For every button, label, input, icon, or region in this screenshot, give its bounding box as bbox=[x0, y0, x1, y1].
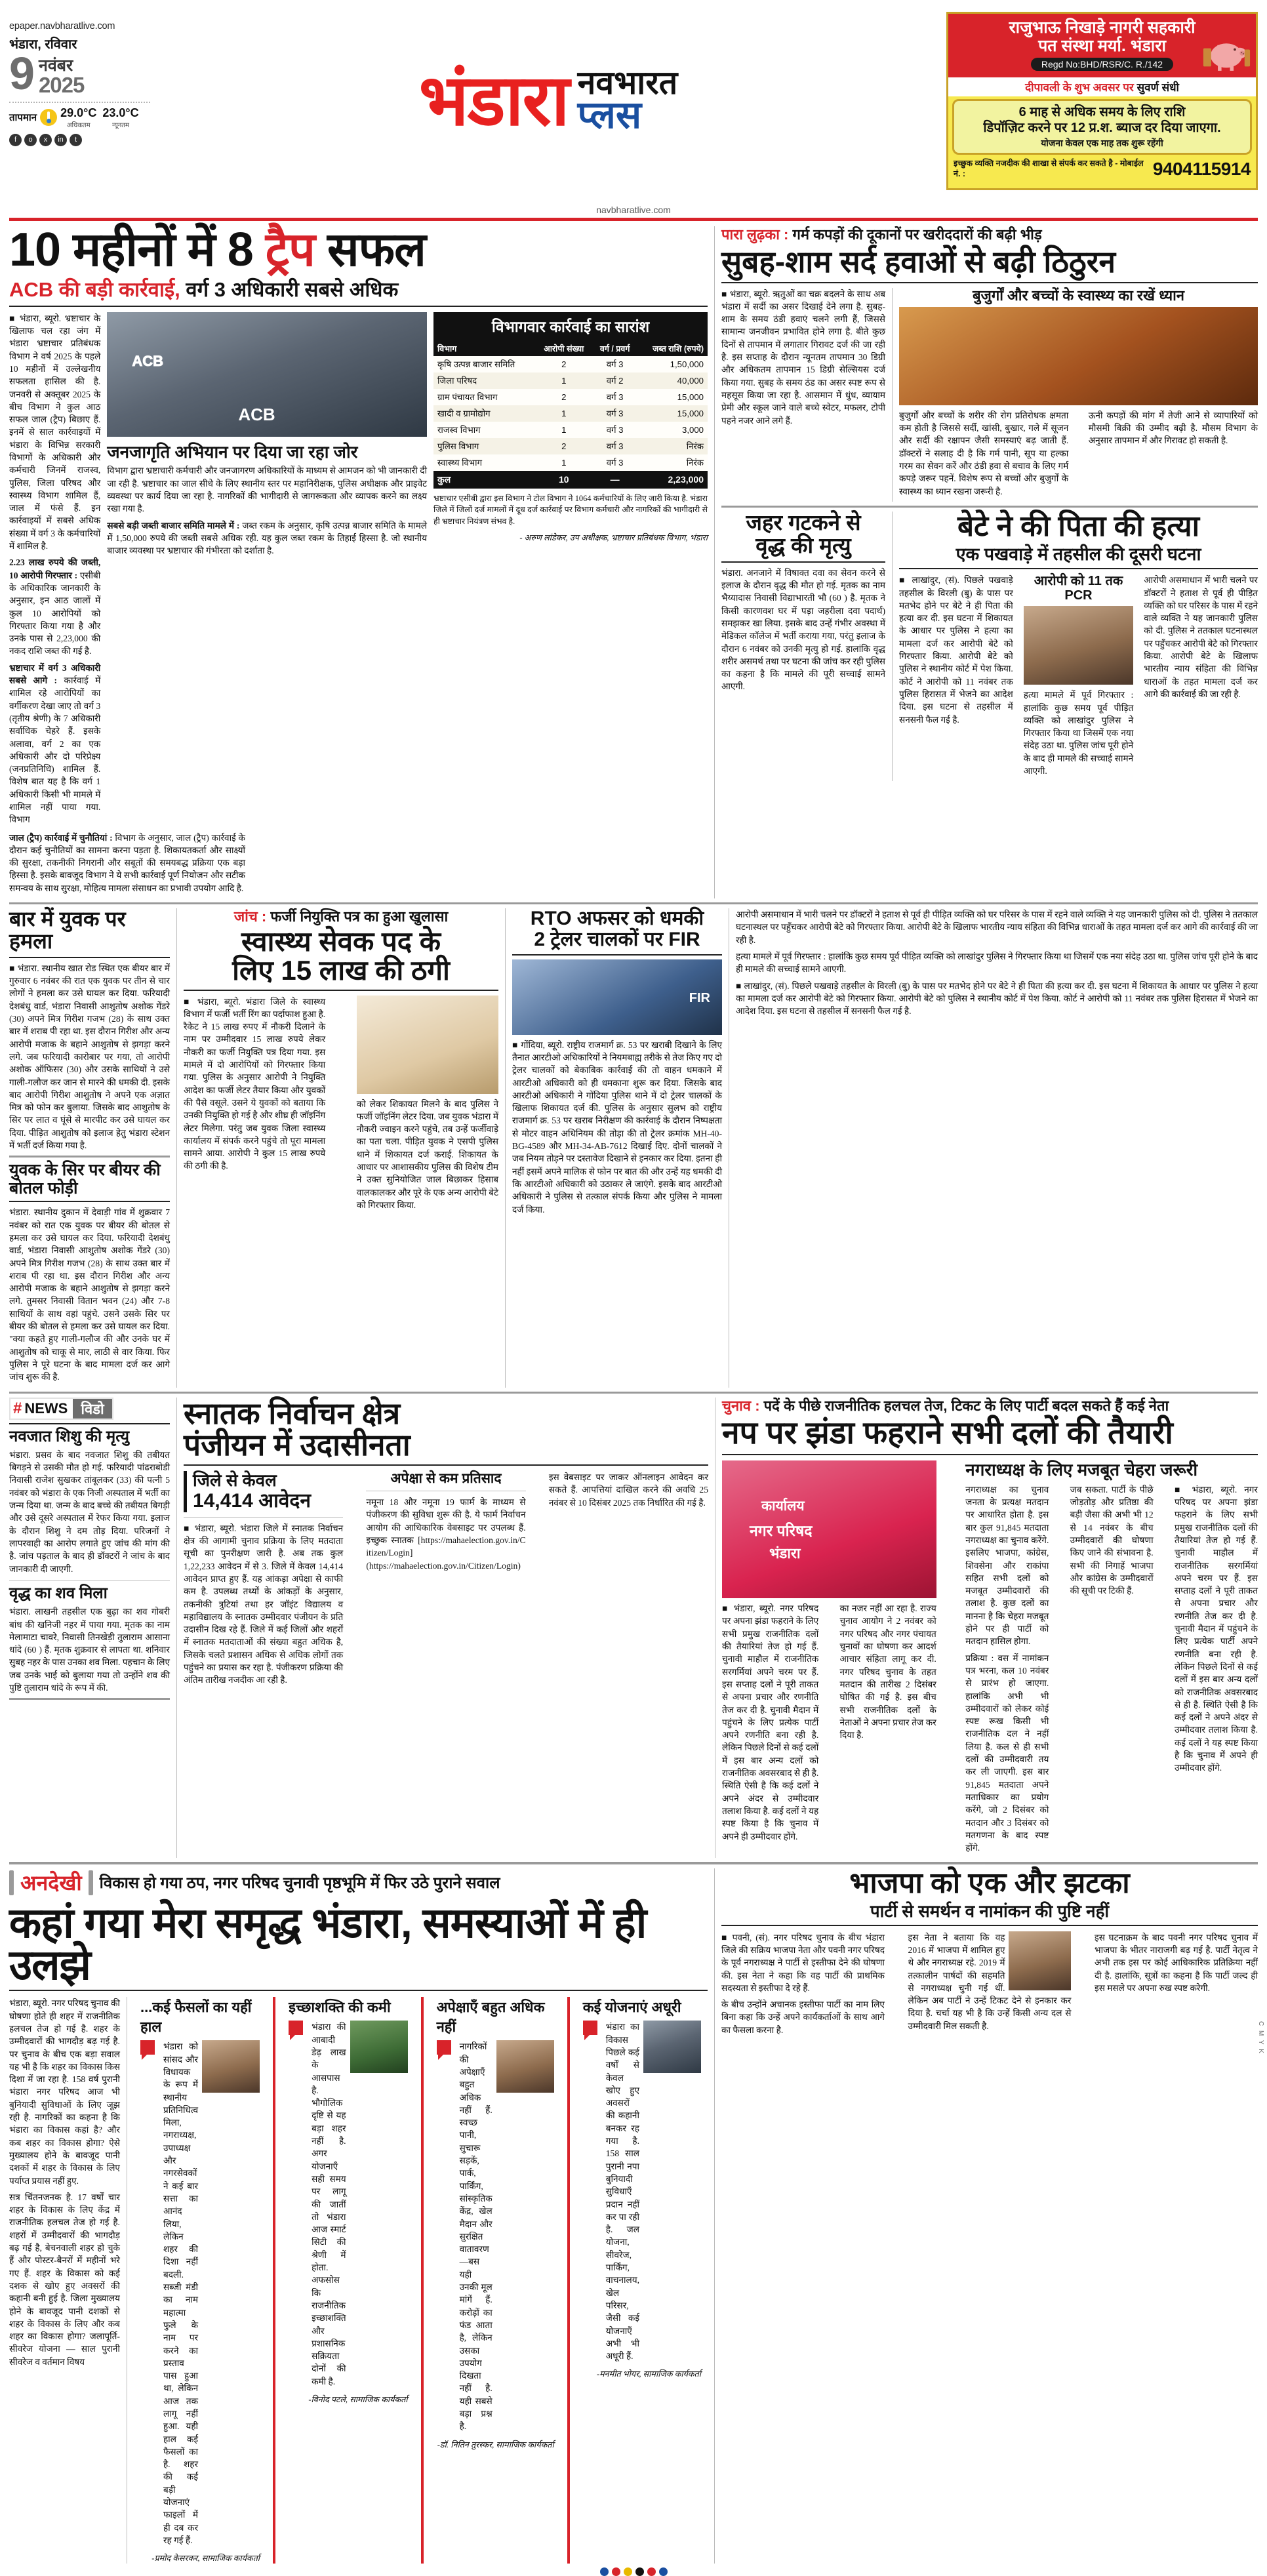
beer-body: भंडारा. स्थानीय दुकान में देवाड़ी गांव में शुक्रवार 7 नवंबर को रात एक युवक पर बीयर की बोतल से हमला कर उसे घायल कर दिया. फरियादी देशबंधु वार्ड, भंडारा निवासी आशुतोष अशोक गेंडरे (30) अपने मित्र गिरीश गजभ (28) के साथ उक्त बार में शराब पी रहा था. इस दौरान गिरीश और अन्य आरोपी मजाक के बहाने आशुतोष से झगड़ा करने लगे. तुमसर निवासी वितान भवन (24) और 7-8 साथियों के साथ वहां पहुंचे. उसने उसके सिर पर बीयर की बोतल से हमला कर उसे घायल कर दिया. "क्या कहते हुए गाली-गलौज की और उनके घर में आशुतोष को चाकू से मार, लाठी से वार किया. फिर पुलिस ने पूरे घटना के बाद मामला दर्ज कर आगे जांच शुरू की है. bbox=[9, 1207, 170, 1382]
ad-contact-row bbox=[948, 157, 1256, 182]
bjp-headline: भाजपा को एक और झटका bbox=[849, 1867, 1130, 1900]
ad-registration-number: Regd No:BHD/RSR/C. R./142 bbox=[1031, 58, 1173, 71]
scam-illustration bbox=[357, 996, 498, 1094]
bjp-body-1: ■ पवनी, (सं). नगर परिषद चुनाव के बीच भंडारा जिले की सक्रिय भाजपा नेता और पवनी नगर परिषद के पूर्व नगराध्यक्ष ने पार्टी से इस्तीफा देने की घोषणा की. इस नेता ने कहा कि वह पार्टी की प्राथमिक सदस्यता से इस्तीफा दे रहे हैं. bbox=[721, 1932, 885, 1993]
masthead bbox=[9, 12, 1258, 209]
color-dot-yellow bbox=[624, 2567, 632, 2576]
color-dot-black bbox=[635, 2567, 644, 2576]
quote-icon bbox=[289, 2021, 303, 2035]
thermometer-icon bbox=[40, 109, 57, 126]
ad-title-line2: पत संस्था मर्या. भंडारा bbox=[1038, 37, 1166, 55]
murder-extra-body-2: हत्या मामले में पूर्व गिरफ्तार : हालांकि कुछ समय पूर्व पीड़ित व्यक्ति को लाखांदुर पुलिस ने गिरफ्तार किया था जिसमें एक नया संदेह उठा था. पुलिस जांच पूरी होने के बाद ही मामले की सच्चाई सामने आएगी. bbox=[736, 951, 1258, 975]
ad-phone-number[interactable]: 9404115914 bbox=[1152, 159, 1251, 179]
health-kicker bbox=[184, 908, 498, 925]
lead-sub1-title: 2.23 लाख रुपये की जब्ती, 10 आरोपी गिरफ्तार : bbox=[9, 557, 101, 580]
weather-body-3: ऊनी कपड़ों की मांग में तेजी आने से व्यापारियों को मौसमी बिक्री की उम्मीद बढ़ी है. मौसम विभाग के अनुसार तापमान में और गिरावट हो सकती है. bbox=[1088, 410, 1258, 446]
graduate-registration-story bbox=[184, 1398, 708, 1859]
temperature-min-value: 23.0°C bbox=[102, 106, 139, 119]
murder-col-2: आरोपी असमाधान में भारी चलने पर डॉक्टरों ने हताश से पूर्व ही पीड़ित व्यक्ति को घर परिसर के पास में रहने वाले व्यक्ति ने यह जानकारी पुलिस को दी. पुलिस ने ततकाल घटनास्थल पर पहुँचकर आरोपी बेटे को गिरफ्तार किया. आरोपी बेटे के खिलाफ भारतीय न्याय संहिता की विभिन्न धाराओं के तहत मामला दर्ज कर आगे की कार्रवाई की जा रही है. bbox=[1144, 575, 1258, 699]
health-kicker-red: जांच : bbox=[233, 908, 267, 925]
ad-offer-red: दीपावली के शुभ अवसर पर bbox=[1025, 81, 1134, 94]
opinion-body-4: भंडारा का विकास पिछले कई वर्षों से केवल खोए हुए अवसरों की कहानी बनकर रह गया है. 158 साल पुरानी नपा बुनियादी सुविधाएँ प्रदान नहीं कर पा रही है. जल योजना, सीवरेज, पार्किंग, वाचनालय, खेल परिसर, जैसी कई योजनाएँ अभी भी अधूरी हैं. bbox=[605, 2022, 640, 2362]
ad-scheme-note: योजना केवल एक माह तक शुरू रहेंगी bbox=[1041, 138, 1163, 148]
opinion-title-4: कई योजनाएं अधूरी bbox=[582, 1999, 681, 2016]
unseen-main-2: सत्र चिंतनजनक है. 17 वर्षों चार शहर के विकास के लिए केंद्र में राजनीतिक हलचल तेज हो गई है. शहरों में उम्मीदवारों की भागदौड़ बढ़ गई है, बेचनवाली शहर हो चुके हैं और पोस्टर-बैनरों में महीनों भरे गए हैं. शहर के विकास को कई दशक से खोए हुए अवसरों की कहानी बनी हुई है. जिला मुख्यालय होने के बावजूद पानी दशकों से शहर के विकास के लिए और कब शहर का विकास होगा? जलापूर्ति-सीवरेज योजना — साल पुरानी सीवरेज व वर्तमान विषय bbox=[9, 2192, 120, 2367]
rto-headline-2: 2 ट्रेलर चालकों पर FIR bbox=[534, 928, 700, 950]
opinion-portrait-2 bbox=[350, 2021, 408, 2073]
logo-plus: प्लस bbox=[577, 94, 642, 137]
temperature-min-label: न्यूनतम bbox=[112, 121, 129, 129]
lead-subhead-rest: वर्ग 3 अधिकारी सबसे अधिक bbox=[180, 278, 399, 301]
video-label[interactable]: विडो bbox=[73, 1399, 111, 1419]
bjp-body-2: इस नेता ने बताया कि वह 2016 में भाजपा में शामिल हुए थे और नगराध्यक्ष रहे. 2019 में तत्कालीन पार्षदों की सहमति से नगराध्यक्ष चुनी गई थीं. लेकिन अब पार्टी ने उन्हें टिकट देने से इनकार कर दिया है. चर्चा यह भी है कि उन्हें किसी अन्य दल से उम्मीदवारी मिल सकती है. bbox=[908, 1932, 1072, 2031]
opinion-byline-4: -मनमीत भोयर, सामाजिक कार्यकर्ता bbox=[596, 2369, 701, 2379]
ad-offer-line bbox=[948, 77, 1256, 96]
lead-para-2 bbox=[9, 556, 100, 657]
lead-headline-red: ट्रैप bbox=[265, 224, 315, 276]
health-headline-2: लिए 15 लाख की ठगी bbox=[232, 955, 450, 986]
divider-red-top bbox=[9, 218, 1258, 221]
lead-col-1 bbox=[9, 312, 100, 830]
beer-headline: युवक के सिर पर बीयर की बोतल फोड़ी bbox=[9, 1161, 161, 1197]
poison-and-murder bbox=[721, 512, 1258, 782]
epaper-url[interactable]: epaper.navbharatlive.com bbox=[9, 21, 115, 31]
bjp-body-3: इस घटनाक्रम के बाद पवनी नगर परिषद चुनाव में भाजपा के भीतर नाराजगी बढ़ गई है. पार्टी नेतृत्व ने अभी तक इस पर कोई आधिकारिक प्रतिक्रिया नहीं दी है. हालांकि, सूत्रों का कहना है कि पार्टी जल्द ही इस मसले पर अपना रुख स्पष्ट करेगी. bbox=[1095, 1932, 1258, 1993]
department-summary-table bbox=[433, 312, 708, 489]
weather-sub-title: बुजुर्गों और बच्चों के स्वास्थ्य का रखें ध्यान bbox=[972, 287, 1185, 304]
date-day-number: 9 bbox=[9, 48, 33, 99]
newborn-headline: नवजात शिशु की मृत्यु bbox=[9, 1427, 130, 1445]
opinion-body-1: भंडारा को सांसद और विधायक के रूप में स्थानीय प्रतिनिधित्व मिला, नगराध्यक्ष, उपाध्यक्ष और नगरसेवकों ने कई बार सत्ता का आनंद लिया, लेकिन शहर की दिशा नहीं बदली. सब्जी मंडी का नाम महात्मा फुले के नाम पर करने का प्रस्ताव पास हुआ था, लेकिन आज तक लागू नहीं हुआ. यही हाल कई फैसलों का है. शहर की कई बड़ी योजनाएं फाइलों में ही दब कर रह गई हैं. bbox=[163, 2042, 199, 2545]
election-kicker-red: चुनाव : bbox=[722, 1397, 760, 1414]
temperature-max-row bbox=[9, 106, 150, 129]
lead-quote-byline: - अरुण लांडेकर, उप अधीक्षक, भ्रष्टाचार प्रतिबंधक विभाग, भंडारा bbox=[519, 533, 708, 542]
murder-story bbox=[899, 512, 1258, 782]
weather-body-2: बुजुर्गों और बच्चों के शरीर की रोग प्रतिरोधक क्षमता कम होती है जिससे सर्दी, खांसी, बुखार, गले में सूजन और सर्दी की रक्षापन जैसी समस्याएं बढ़ जाती हैं. डॉक्टरों ने सलाह दी है कि गर्म पानी, सूप या हल्का गरम का सेवन करें और ठंडी हवा से बचाव के लिए गर्म कपड़े जरूर पहनें. विशेष रूप से बच्चों और बुजुर्गों के स्वास्थ्य का ध्यान रखना जरूरी है. bbox=[899, 410, 1069, 496]
color-dot-red bbox=[612, 2567, 620, 2576]
news-label: NEWS bbox=[24, 1399, 73, 1419]
graduate-box-sub: अपेक्षा से कम प्रतिसाद bbox=[390, 1471, 502, 1487]
nagar-parishad-office-photo bbox=[722, 1460, 936, 1598]
table-total-row: कुल 10 — 2,23,000 bbox=[433, 471, 708, 489]
bjp-story bbox=[721, 1868, 1258, 2564]
unseen-opinion-box bbox=[576, 1997, 708, 2564]
accused-portrait-photo bbox=[1024, 606, 1133, 685]
logo-navbharat: नवभारत bbox=[577, 64, 678, 102]
bjp-col-1 bbox=[721, 1931, 885, 2040]
election-body-1: ■ भंडारा, ब्यूरो. नगर परिषद पर अपना झंडा फहराने के लिए सभी प्रमुख राजनीतिक दलों की तैयारियां तेज हो गई हैं. चुनावी माहौल में राजनीतिक सरगर्मियां अपने चरम पर हैं. इस सप्ताह दलों ने पूरी ताकत से अपना प्रचार और रणनीति तेज कर दी है. चुनावी मैदान में पहुंचने के लिए प्रत्येक पार्टी अपने रणनीति बना रही है. लेकिन पिछले दिनों से कई दलों में इस बार अन्य दलों को राजनीतिक अवसरबाद से ही है. स्थिति ऐसी है कि कई दलों ने अपने अंदर से उम्मीदवार तलाश किया है. कई दलों ने यह स्पष्ट किया है कि चुनाव में अपने ही उम्मीदवार होंगे. bbox=[722, 1603, 819, 1841]
election-photo-col bbox=[722, 1460, 936, 1858]
opinion-byline-3: -डॉ. नितिन तुरस्कर, सामाजिक कार्यकर्ता bbox=[437, 2440, 554, 2449]
election-story bbox=[722, 1398, 1258, 1859]
rto-body: ■ गोंदिया, ब्यूरो. राष्ट्रीय राजमार्ग क्र. 53 पर खराबी दिखाने के लिए तैनात आरटीओ अधिकारियों ने नियमबाह्य तरीके से तेज किए गए दो ट्रेलर चालकों को बेकाबिक कार्रवाई की तो वाहन धमकाने में आरटीओ अधिकारी को ही धमकाना शुरू कर दिया. जिसके बाद आरटीओ अधिकारी ने गोंदिया पुलिस थाने में दो ट्रेलर चालकों के खिलाफ शिकायत दर्ज की. पुलिस के अनुसार सुलभ को राष्ट्रीय राजमार्ग क्र. 53 पर खराब निरीक्षण की कार्रवाई के दौरान निष्पक्षता से मोटर वाहन अधिनियम की तोड़ा की तो ट्रेलर क्रमांक MH-40-BG-4589 और MH-34-AB-7612 दिखाई दिए. दोनों चालकों ने जब नियम तोड़ने पर दस्तावेज दिखाने से इनकार कर दिया. इतना ही नहीं इसमें अपने मालिक से फोन पर बात की और उन्हें यह धमकी दी कि आरटीओ अधिकारी को उठाकर ले जाएंगे. इसके बाद आरटीओ अधिकारी ने पुलिस से तत्काल संपर्क किया और पुलिस ने मामला दर्ज किया. bbox=[512, 1039, 722, 1215]
lead-para-1: ■ भंडारा, ब्यूरो. भ्रष्टाचार के खिलाफ चल रहा जंग में भंडारा भ्रष्टाचार प्रतिबंधक विभाग ने वर्ष 2025 के पहले 10 महीनों में उल्लेखनीय सफलता हासिल की है. जनवरी से अक्तूबर 2025 के बीच विभाग ने कुल आठ सफल जाल (ट्रैप) बिछाए हैं. इनमें से साल कार्रवाइयों में भंडारा के विभिन्न सरकारी विभागों के अधिकारी और कर्मचारी जिनमें राजस्व, पुलिस, जिला परिषद और स्वास्थ्य विभाग शामिल हैं, जाल में फंसे हैं. इन कार्रवाइयों में सबसे अधिक संख्या में वर्ग 3 के कर्मचारियों में शामिल है. bbox=[9, 313, 101, 552]
lead-headline-pre: 10 महीनों में 8 bbox=[9, 224, 266, 276]
divider-dotted bbox=[9, 102, 150, 103]
lead-subhead bbox=[9, 279, 708, 302]
weather-headline: सुबह-शाम सर्द हवाओं से बढ़ी ठिठुरन bbox=[721, 245, 1116, 279]
table-row: ग्राम पंचायत विभाग 2 वर्ग 3 15,000 bbox=[433, 389, 708, 405]
table-row: कृषि उत्पन्न बाजार समिति 2 वर्ग 3 1,50,000 bbox=[433, 356, 708, 372]
election-sub-title: नगराध्यक्ष के लिए मजबूत चेहरा जरूरी bbox=[965, 1460, 1198, 1480]
bjp-body-4: के बीच उन्होंने अचानक इस्तीफा पार्टी का नाम लिए बिना कहा कि उन्हें अपने कार्यकर्ताओं के साथ आगे का फैसला करना है. bbox=[721, 2000, 885, 2035]
unseen-columns bbox=[9, 1997, 708, 2564]
table-body bbox=[433, 356, 708, 471]
bottom-section bbox=[9, 1868, 1258, 2564]
murder-subhead: एक पखवाड़े में तहसील की दूसरी घटना bbox=[955, 544, 1201, 565]
weather-kicker-red: पारा लुढ़का : bbox=[721, 226, 789, 243]
graduate-headline-2: पंजीयन में उदासीनता bbox=[184, 1427, 411, 1462]
city-and-day: भंडारा, रविवार bbox=[9, 37, 77, 52]
linkedin-icon[interactable]: in bbox=[54, 134, 67, 146]
date-month: नवंबर bbox=[38, 56, 73, 75]
quote-icon bbox=[437, 2040, 451, 2055]
color-dot-red-2 bbox=[647, 2567, 656, 2576]
poison-headline-1: जहर गटकने से bbox=[746, 510, 861, 534]
date-block bbox=[9, 48, 150, 99]
lead-sub3-body: विभाग द्वारा भ्रष्टाचारी कर्मचारी और जनजागरण अधिकारियों के माध्यम से आमजन को भी जानकारी दी जा रही है. भ्रष्टाचार का जाल सीधे के लिए स्थानीय स्तर पर महानिरीक्षक, पुलिस अधीक्षक और प्राइवेट व्यवस्था पर कार्य दिया जा रहा है. नागरिकों की भागीदारी से जागरूकता और व्यापक करने का लक्ष्य रखा गया है. bbox=[107, 466, 427, 514]
temperature-label: तापमान bbox=[9, 112, 37, 124]
weather-col-2 bbox=[899, 288, 1258, 502]
section-bar-left bbox=[9, 1870, 14, 1895]
unseen-section-text: विकास हो गया ठप, नगर परिषद चुनावी पृष्ठभूमि में फिर उठे पुराने सवाल bbox=[99, 1874, 500, 1893]
masthead-advertisement[interactable] bbox=[946, 12, 1258, 209]
photo-text-office: कार्यालय bbox=[761, 1499, 805, 1514]
election-kicker-rest: पदें के पीछे राजनीतिक हलचल तेज, टिकट के लिए पार्टी बदल सकते हैं कई नेता bbox=[759, 1397, 1169, 1414]
table-header-accused: आरोपी संख्या bbox=[535, 341, 592, 356]
table-row: राजस्व विभाग 1 वर्ग 3 3,000 bbox=[433, 422, 708, 438]
acb-raid-photo bbox=[107, 312, 427, 437]
photo-text-council: नगर परिषद bbox=[750, 1522, 813, 1540]
murder-extra-column bbox=[736, 908, 1258, 1387]
lead-sub5-title: जाल (ट्रैप) कार्रवाई में चुनौतियां : bbox=[9, 832, 113, 843]
lead-sub4-title: सबसे बड़ी जब्ती बाजार समिति मामले में : bbox=[107, 520, 240, 531]
photo-tag-acb-2: ACB bbox=[238, 404, 275, 424]
unseen-main-col bbox=[9, 1997, 120, 2564]
ad-contact-text: इच्छुक व्यक्ति नजदीक की शाखा से संपर्क कर सकते है - मोबाईल नं. : bbox=[954, 159, 1144, 178]
news-video-tag[interactable] bbox=[9, 1398, 113, 1420]
bonfire-photo bbox=[899, 307, 1258, 405]
bar-headline: बार में युवक पर हमला bbox=[9, 907, 126, 953]
bjp-col-3 bbox=[1095, 1931, 1258, 2040]
registration-color-dots bbox=[9, 2567, 1258, 2576]
quote-icon bbox=[583, 2021, 597, 2035]
graduate-count-box bbox=[184, 1471, 343, 1512]
weather-kicker-rest: गर्म कपड़ों की दूकानों पर खरीददारों की बढ़ी भीड़ bbox=[788, 226, 1042, 243]
bjp-subhead: पार्टी से समर्थन व नामांकन की पुष्टि नहीं bbox=[870, 1901, 1110, 1921]
telegram-icon[interactable]: t bbox=[70, 134, 82, 146]
lead-story bbox=[9, 226, 708, 898]
health-body-2: को लेकर शिकायत मिलने के बाद पुलिस ने फर्जी जॉइनिंग लेटर दिया. जब युवक भंडारा में नौकरी ज्वाइन करने पहुंचे, तब उन्हें फर्जीवाड़े का पता चला. पीड़ित युवक ने एसपी पुलिस थाने में शिकायत दर्ज कराई. शिकायत के आधार पर आशासकीय पुलिस की विशेष टीम ने उक्त सुनियोजित जाल बिछाकर हिसाब वालकालकर और पूरे के एक अन्य आरोपी बेटे को गिरफ्तार किया. bbox=[356, 1098, 498, 1210]
bar-body: ■ भंडारा. स्थानीय खात रोड स्थित एक बीयर बार में गुरुवार 6 नवंबर की रात एक युवक पर तीन से चार लोगों ने हमला कर उसे घायल कर दिया. फरियादी देशबंधु वार्ड, भंडारा निवासी आशुतोष अशोक गेंडरे (30) अपने मित्र गिरीश गजभ (28) के साथ उक्त बार में शराब पी रहा था. इस दौरान गिरीश और अन्य आरोपी मजाक के बहाने आशुतोष से झगड़ा करने लगे. जब फरियादी कारोबार पर गया, तो आरोपी अशोक ऑफिसर (30) और उसके साथियों ने उसे गाली-गलौज कर जान से मारने की धमकी दी. इसके बाद आरोपी गिरीश आशुतोष ने अपने एक अज्ञात मित्र को फोन कर बुलाया. जिसके बाद आशुतोष के सिर पर लात व घूंसे से मारपीट कर उसे घायल कर दिया. पीड़ित आशुतोष को इलाज हेतु भंडारा स्टेशन में भर्ती दर्ज किया गया है. bbox=[9, 963, 170, 1151]
unseen-main-1: भंडारा, ब्यूरो. नगर परिषद चुनाव की घोषणा होते ही शहर में राजनीतिक हलचल तेज हो गई है. शहर के उम्मीदवारों की भागदौड़ बढ़ गई है. पर चुनाव के बीच एक बड़ा सवाल यह भी है कि शहर का विकास किस दिशा में जा रहा है. 158 वर्ष पुरानी भंडारा नगर परिषद आज भी बुनियादी सुविधाओं के लिए जूझ रही है. नागरिकों का कहना है कि भंडारा का विकास कहां है? और कब शहर का विकास होगा? ऐसे मुख्यालय होने के बावजूद पानी दशकों में शहर के विकास के लिए पर्याप्त प्रयास नहीं हुए. bbox=[9, 1998, 120, 2186]
twitter-x-icon[interactable]: x bbox=[39, 134, 52, 146]
opinion-portrait-4 bbox=[643, 2021, 701, 2073]
fir-label: FIR bbox=[689, 990, 710, 1005]
lead-headline-post: सफल bbox=[314, 224, 426, 276]
rto-headline-1: RTO अफसर को धमकी bbox=[530, 908, 704, 930]
election-body-4: नगराध्यक्ष का चुनाव जनता के प्रत्यक्ष मतदान पर आधारित होता है. इस बार कुल 91,845 मतदाता नगराध्यक्ष का चुनाव करेंगे. इसलिए भाजपा, कांग्रेस, शिवसेना और राकांपा सहित सभी दलों को मजबूत उम्मीदवारों की तलाश है. कुछ दलों का मानना है कि चेहरा मजबूत होने पर ही पार्टी को मतदान हासिल होगा. bbox=[965, 1484, 1049, 1647]
masthead-logo bbox=[150, 12, 946, 209]
graduate-box-col bbox=[184, 1471, 343, 1691]
unseen-section-red: अनदेखी bbox=[20, 1871, 82, 1895]
lead-sub2-body: कार्रवाई में शामिल रहे आरोपियों का वर्गीकरण देखा जाए तो वर्ग 3 (तृतीय श्रेणी) के 7 अधिकारी सर्वाधिक चेहरे हैं. इसके अलावा, वर्ग 2 का एक अधिकारी और दो परिप्रेक्ष्य (जनप्रतिनिधि) शामिल हैं. विशेष बात यह है कि वर्ग 1 अधिकारी किसी भी मामले में शामिल नहीं पाया गया. विभाग bbox=[9, 675, 101, 825]
election-kicker bbox=[722, 1398, 1258, 1414]
weather-columns bbox=[721, 288, 1258, 502]
murder-headline: बेटे ने की पिता की हत्या bbox=[957, 510, 1200, 542]
graduate-col-2 bbox=[366, 1471, 525, 1691]
color-dot-blue bbox=[600, 2567, 609, 2576]
unseen-opinion-box bbox=[134, 1997, 266, 2564]
murder-box-title: आरोपी को 11 तक PCR bbox=[1034, 574, 1123, 603]
lead-body-columns bbox=[9, 312, 708, 830]
lead-sub1-body: एसीबी के अधिकारिक जानकारी के अनुसार, इन आठ जालों में कुल 10 आरोपियों को गिरफ्तार किया गया है और उनके पास से 2,23,000 की नकद राशि जब्त की गई है. bbox=[9, 570, 101, 656]
date-year: 2025 bbox=[38, 73, 85, 97]
weather-kicker bbox=[721, 226, 1258, 243]
instagram-icon[interactable]: o bbox=[24, 134, 37, 146]
graduate-body-1: ■ भंडारा, ब्यूरो. भंडारा जिले में स्नातक निर्वाचन क्षेत्र की आगामी चुनाव प्रक्रिया के लिए मतदाता सूची का पुनरीक्षण जारी है. अब तक कुल 1,22,233 आवेदन में से 3. जिले में केवल 14,414 आवेदन प्राप्त हुए हैं. यह आंकड़ा अपेक्षा से काफी कम है. उपलब्ध तथ्यों के आंकड़ों के अनुसार, तकनीकी त्रुटियां तथा हर जॉइंट विद्यालय व महाविद्यालय के स्नातक उम्मीदवार पंजीयन के प्रति उदासीन दिख रहे हैं. जिले में कई जिलों और शहरों में स्नातक मतदाताओं की संख्या बहुत अधिक है, जिसके चलते प्रशासन अधिक से अधिक लोगों तक पहुंचने का प्रयास कर रहा है. पंजीकरण प्रक्रिया की अंतिम तारीख नजदीक आ रही है. bbox=[184, 1523, 344, 1685]
lead-sub5-body: विभाग के अनुसार, जाल (ट्रैप) कार्रवाई के दौरान कई चुनौतियों का सामना करना पड़ता है. शिकायतकर्ता और साक्ष्यों की सुरक्षा, तकनीकी निगरानी और सबूतों की समयबद्ध प्रक्रिया एक बड़ा हिस्सा है. इसके बावजूद विभाग ने ये सभी कार्रवाई पूर्ण नियोजन और सटीक समन्वय के साथ सुरक्षा, मोहित्य मामला संसाधन का प्रभावी उपयोग आदि है. bbox=[9, 832, 245, 893]
temperature-max-label: अधिकतम bbox=[66, 121, 90, 129]
photo-text-bhandara: भंडारा bbox=[769, 1545, 801, 1562]
site-url-center[interactable]: navbharatlive.com bbox=[596, 205, 671, 215]
piggy-bank-icon bbox=[1202, 35, 1251, 73]
corpse-body: भंडारा. लाखनी तहसील एक बुढ़ा का शव गोबरी बांध की खनिजी नहर में पाया गया. मृतक का नाम मेलामाटा चावरे, निवासी तिनखेड़ी तुलाराम आसाना धांदे (60 ) हैं. मृतक शुक्रवार से लापता था. शनिवार सुबह नहर के पास उनका शव मिला. पहचान के लिए जब उनके भाई को बुलाया गया तो उन्होंने शव की पुष्टि तुलाराम धांदे के रूप में की. bbox=[9, 1607, 170, 1693]
hash-icon: # bbox=[10, 1399, 24, 1419]
lead-bottom-columns bbox=[9, 832, 708, 898]
quote-icon bbox=[140, 2040, 155, 2055]
unseen-opinion-box bbox=[282, 1997, 414, 2564]
opinion-title-2: इच्छाशक्ति की कमी bbox=[289, 1999, 391, 2016]
health-headline-1: स्वास्थ्य सेवक पद के bbox=[241, 926, 441, 957]
cmyk-marker: C M Y K bbox=[1257, 2021, 1264, 2055]
unseen-headline: कहां गया मेरा समृद्ध भंडारा, समस्याओं में ही उलझे bbox=[9, 1899, 647, 1989]
lower-section bbox=[9, 1398, 1258, 1859]
logo-city-name: भंडारा bbox=[418, 60, 569, 140]
ad-scheme-line1: 6 माह से अधिक समय के लिए राशि bbox=[1018, 105, 1186, 119]
poison-story bbox=[721, 512, 885, 782]
unseen-section-label bbox=[9, 1868, 708, 1897]
poison-headline-2: वृद्ध की मृत्यु bbox=[755, 533, 851, 557]
table-row: पुलिस विभाग 2 वर्ग 3 निरंक bbox=[433, 438, 708, 454]
news-video-block bbox=[9, 1398, 170, 1859]
lead-subhead-red: ACB की बड़ी कार्रवाई, bbox=[9, 278, 180, 301]
weather-col-1 bbox=[721, 288, 885, 502]
poison-body: भंडारा. अनजाने में विषाक्त दवा का सेवन करने से इलाज के दौरान वृद्ध की मौत हो गई. मृतक का नाम भैय्यादास निवासी विद्याभारती भौ (60 ) है. मृतक ने किसी कारणवश घर में पड़ा जहरीला दवा पदार्थ) समझकर खा लिया. इसके बाद उन्हें गंभीर अवस्था में मेडिकल कॉलेज में भर्ती कराया गया, परंतु इलाज के दौरान 6 नवंबर को उनकी मृत्यु हो गई. हालांकि वृद्ध शरीर असमर्थ तथा पर घटना की जांच कर रही पुलिस का कहना है कि मामले की पूरी सच्चाई सामने आएगी. bbox=[721, 567, 885, 692]
unseen-opinion-box bbox=[430, 1997, 561, 2564]
lead-sub5 bbox=[9, 832, 245, 898]
murder-extra-body: आरोपी असमाधान में भारी चलने पर डॉक्टरों ने हताश से पूर्व ही पीड़ित व्यक्ति को घर परिसर के पास में रहने वाले व्यक्ति ने यह जानकारी पुलिस को दी. पुलिस ने ततकाल घटनास्थल पर पहुँचकर आरोपी बेटे को गिरफ्तार किया. आरोपी बेटे के खिलाफ भारतीय न्याय संहिता की विभिन्न धाराओं के तहत मामला दर्ज कर आगे की कार्रवाई की जा रही है. bbox=[736, 910, 1258, 945]
top-section bbox=[9, 226, 1258, 898]
opinion-body-2: भंडारा की आबादी डेढ़ लाख के आसपास है. भौगोलिक दृष्टि से यह बड़ा शहर नहीं है. अगर योजनाएँ सही समय पर लागू की जातीं तो भंडारा आज स्मार्ट सिटी की श्रेणी में होता. अफसोस कि राजनीतिक इच्छाशक्ति और प्रशासनिक सक्रियता दोनों की कमी है. bbox=[312, 2022, 346, 2386]
middle-section bbox=[9, 908, 1258, 1387]
fir-illustration bbox=[512, 959, 722, 1035]
unseen-story bbox=[9, 1868, 708, 2564]
graduate-box-title-2: 14,414 आवेदन bbox=[193, 1490, 312, 1512]
graduate-box-title-1: जिले से केवल bbox=[193, 1470, 277, 1491]
ad-title-line1: राजुभाऊ निखाड़े नागरी सहकारी bbox=[1009, 18, 1196, 37]
temperature-max-value: 29.0°C bbox=[60, 106, 97, 119]
election-body-3: प्रक्रिया : वस में नामांकन पत्र भरना, कल 10 नवंबर से प्रारंभ हो जाएगा. हालांकि अभी भी उम्मीदवारों को लेकर कोई स्पष्ट रूख किसी भी राजनीतिक दल ने नहीं लिया है. कल से ही सभी दलों की उम्मीदवारी तय कर ली जाएगी. इस बार 91,845 मतदाता अपने मताधिकार का प्रयोग करेंगे, जो 2 दिसंबर को मतदान और 3 दिसंबर को मतगणना के बाद स्पष्ट होंगे. bbox=[965, 1653, 1049, 1853]
lead-col-3 bbox=[433, 312, 708, 830]
opinion-portrait-3 bbox=[496, 2040, 554, 2093]
health-scam-story bbox=[184, 908, 498, 1387]
social-links bbox=[9, 134, 150, 146]
election-body-5: जब सकता. पार्टी के पीछे जोड़तोड़ और प्रतिष्ठा की बड़ी जैसा की अभी भी 12 से 14 नवंबर के बीच उम्मीदवारों की घोषणा किए जाने की संभावना है. सभी की निगाहें भाजपा और कांग्रेस के उम्मीदवारों की सूची पर टिकी हैं. bbox=[1070, 1484, 1154, 1596]
table-row: स्वास्थ्य विभाग 1 वर्ग 3 निरंक bbox=[433, 454, 708, 471]
color-dot-blue-2 bbox=[659, 2567, 668, 2576]
photo-tag-acb-1: ACB bbox=[132, 352, 163, 369]
opinion-body-3: नागरिकों की अपेक्षाएँ बहुत अधिक नहीं हैं. स्वच्छ पानी, सुचारू सड़कें, पार्क, पार्किंग, सांस्कृतिक केंद्र, खेल मैदान और सुरक्षित वातावरण—बस यही उनकी मूल मांगें हैं. करोड़ों का फंड आता है, लेकिन उसका उपयोग दिखता नहीं है. यही सबसे बड़ा प्रश्न है. bbox=[459, 2042, 493, 2432]
graduate-headline-1: स्नातक निर्वाचन क्षेत्र bbox=[184, 1396, 401, 1430]
lead-para-3 bbox=[9, 662, 100, 826]
top-right-section bbox=[721, 226, 1258, 898]
bjp-col-2 bbox=[908, 1931, 1072, 2040]
table-row: खादी व ग्रामोद्योग 1 वर्ग 3 15,000 bbox=[433, 405, 708, 422]
newborn-body: भंडारा. प्रसव के बाद नवजात शिशु की तबीयत बिगड़ने से उसकी मौत हो गई. फरियादी पांढराबोडी निवासी राजेश सुखकर तांबूलकर (33) की पत्नी 5 नवंबर को भंडारा के एक निजी अस्पताल में भर्ती का जन्म दिया था. जन्म के बाद बच्चे की तबीयत बिगड़ी और उसे दूसरे अस्पताल में रेफर किया गया. इलाज के दौरान शिशु ने दम तोड़ दिया. परिजनों ने लापरवाही का आरोप लगाते हुए जांच की मांग की है. जांच पड़ताल के बाद ही डॉक्टरों ने जांच के बाद जानकारी दी जाएगी. bbox=[9, 1449, 170, 1574]
lead-sub4 bbox=[107, 519, 427, 557]
lead-sub2-title: भ्रष्टाचार में वर्ग 3 अधिकारी सबसे आगे : bbox=[9, 662, 101, 686]
murder-extra-body-3: ■ लाखांदुर, (सं). पिछले पखवाड़े तहसील के विरली (बु) के पास पर मतभेद होने पर बेटे ने ही पिता की हत्या कर दी. इस घटना में शिकायत के आधार पर पुलिस ने हत्या का मामला दर्ज कर आरोपी बेटे को गिरफ्तार किया. आरोपी बेटे को पुलिस ने स्थानीय कोर्ट में पेश किया. कोर्ट ने आरोपी को 11 नवंबर तक पुलिस हिरासत में भेजने का आदेश दिया. इस घटना से तहसील में सनसनी फैल गई है. bbox=[736, 980, 1258, 1016]
table-header-dept: विभाग bbox=[433, 341, 535, 356]
health-kicker-rest: फर्जी नियुक्ति पत्र का हुआ खुलासा bbox=[266, 908, 449, 925]
opinion-byline-1: -प्रमोद केसरकर, सामाजिक कार्यकर्ता bbox=[151, 2554, 260, 2564]
opinion-title-3: अपेक्षाएँ बहुत अधिक नहीं bbox=[436, 1999, 545, 2036]
table-header-amount: जब्त राशि (रुपये) bbox=[637, 341, 708, 356]
graduate-body-3: इस वेबसाइट पर जाकर ऑनलाइन आवेदन कर सकते हैं. आपत्तियां दाखिल करने की अवधि 25 नवंबर से 10 दिसंबर 2025 तक निर्धारित की गई है. bbox=[548, 1472, 709, 1508]
graduate-col-3 bbox=[549, 1471, 708, 1691]
lead-col-2 bbox=[107, 312, 427, 830]
rto-story bbox=[512, 908, 722, 1387]
lead-quote: भ्रष्टाचार एसीबी द्वारा इस विभाग ने टोल विभाग ने 1064 कर्मचारियों के लिए जारी किया है. भंडारा जिले में जिलों दर्ज मामलों में दूध दर्ज कार्रवाई पर विभाग कर्मचारी और नागरिकों की भागीदारी से ही भ्रष्टाचार नियंत्रण संभव है. bbox=[433, 493, 708, 526]
lead-sub3-title: जनजागृति अभियान पर दिया जा रहा जोर bbox=[107, 441, 358, 462]
murder-col-1: ■ लाखांदुर, (सं). पिछले पखवाड़े तहसील के विरली (बु) के पास पर मतभेद होने पर बेटे ने ही पिता की हत्या कर दी. इस घटना में शिकायत के आधार पर पुलिस ने हत्या का मामला दर्ज कर आरोपी बेटे को गिरफ्तार किया. आरोपी बेटे को पुलिस ने स्थानीय कोर्ट में पेश किया. कोर्ट ने आरोपी को 11 नवंबर तक पुलिस हिरासत में भेजने का आदेश दिया. इस घटना से तहसील में सनसनी फैल गई है. bbox=[899, 575, 1013, 725]
murder-col-center: आरोपी को 11 तक PCR हत्या मामले में पूर्व गिरफ्तार : हालांकि कुछ समय पूर्व पीड़ित व्यक्ति को लाखांदुर पुलिस ने गिरफ्तार किया था जिसमें एक नया संदेह उठा था. पुलिस जांच पूरी होने के बाद ही मामले की सच्चाई सामने आएगी. bbox=[1023, 574, 1134, 776]
election-headline: नप पर झंडा फहराने सभी दलों की तैयारी bbox=[722, 1415, 1173, 1451]
opinion-portrait-1 bbox=[202, 2040, 260, 2093]
lead-headline bbox=[9, 224, 708, 276]
ad-header bbox=[948, 14, 1256, 77]
bjp-leader-portrait bbox=[1009, 1931, 1071, 1990]
graduate-body-2: नमूना 18 और नमूना 19 फार्म के माध्यम से पंजीकरण की सुविधा शुरू की है. ये फार्म निर्वाचन आयोग की आधिकारिक वेबसाइट पर उपलब्ध हैं. इच्छुक स्नातक [https://mahaelection.gov.in/C itizen/Login](https://mahaelection.gov.in/Citizen/Login) bbox=[366, 1497, 526, 1571]
bar-attack-story bbox=[9, 908, 170, 1387]
lead-sub4-body: जब्त रकम के अनुसार, कृषि उत्पन्न बाजार समिति के मामले में 1,50,000 रुपये की जब्ती सबसे अधिक रही. यह कुल जब्त रकम के तिहाई हिस्सा है. जो स्थानीय बाजार व्यवस्था पर भ्रष्टाचार की गंभीरता को दर्शाता है. bbox=[107, 520, 427, 556]
ad-scheme-line2: डिपॉज़िट करने पर 12 प्र.श. ब्याज दर दिया जाएगा. bbox=[983, 121, 1221, 135]
corpse-headline: वृद्ध का शव मिला bbox=[9, 1584, 108, 1602]
opinion-title-1: ...कई फैसलों का यहीं हाल bbox=[140, 1999, 252, 2036]
opinion-byline-2: -विनोद पटले, सामाजिक कार्यकर्ता bbox=[308, 2395, 408, 2404]
election-body-6: ■ भंडारा, ब्यूरो. नगर परिषद पर अपना झंडा फहराने के लिए सभी प्रमुख राजनीतिक दलों की तैयारियां तेज हो गई हैं. चुनावी माहौल में राजनीतिक सरगर्मियां अपने चरम पर हैं. इस सप्ताह दलों ने पूरी ताकत से अपना प्रचार और रणनीति तेज कर दी है. चुनावी मैदान में पहुंचने के लिए प्रत्येक पार्टी अपने रणनीति बना रही है. लेकिन पिछले दिनों से कई दलों में इस बार अन्य दलों को राजनीतिक अवसरबाद से ही है. स्थिति ऐसी है कि कई दलों ने अपने अंदर से उम्मीदवार तलाश किया है. कई दलों ने यह स्पष्ट किया है कि चुनाव में अपने ही उम्मीदवार होंगे. bbox=[1174, 1484, 1258, 1773]
table-header-class: वर्ग / प्रवर्ग bbox=[592, 341, 637, 356]
election-body-2: का नजर नहीं आ रहा है. राज्य चुनाव आयोग ने 2 नवंबर को नगर परिषद और नगर पंचायत चुनावों का घोषणा कर आदर्श आचार संहिता लागू कर दी. नगर परिषद चुनाव के तहत मतदान की तारीख 2 दिसंबर घोषित की गई है. इस बीच सभी राजनीतिक दलों के नेताओं ने अपना प्रचार तेज कर दिया है. bbox=[839, 1603, 936, 1741]
weather-body-1: ■ भंडारा, ब्यूरो. ऋतुओं का चक्र बदलने के साथ अब भंडारा में सर्दी का असर दिखाई देने लगा है. सुबह-शाम के समय ठंडी हवाएं चलने लगी हैं, जिससे सामान्य जनजीवन प्रभावित होने लगा है. बीते कुछ दिनों से तापमान में लगातार गिरावट दर्ज की जा रही है. इस सप्ताह के दौरान न्यूनतम तापमान 30 डिग्री और अधिकतम तापमान 15 डिग्री सेल्सियस दर्ज किया गया. सुबह के समय ठंड का असर स्पष्ट रूप से महसूस किया जा रहा है. आसमान में धुंध, व्यायाम प्रेमी और स्कूल जाने वाले बच्चे स्वेटर, मफलर, टोपी पहने नजर आने लगे हैं. bbox=[721, 289, 885, 426]
table-row: जिला परिषद 1 वर्ग 2 40,000 bbox=[433, 372, 708, 389]
health-body-1: ■ भंडारा, ब्यूरो. भंडारा जिले के स्वास्थ्य विभाग में फर्जी भर्ती रिंग का पर्दाफाश हुआ है. रैकेट ने 15 लाख रुपए में नौकरी दिलाने के नाम पर उम्मीदवार 15 लाख रुपये लेकर नौकरी का फर्जी नियुक्ति पत्र दिया गया. इस मामले में दो आरोपियों को गिरफ्तार किया गया. पुलिस के अनुसार आरोपी ने नियुक्ति आदेश का फर्जी लेटर तैयार किया और युवकों की पैसे वसूले. उसने ये युवकों को बताया कि उनकी नियुक्ति हो गई है और शीघ्र ही जॉइनिंग लेटर मिलेगा. परंतु जब युवक जिला स्वास्थ्य कार्यालय में संपर्क करने पहुंचे तो पूरा मामला सामने आया. आरोपी ने कुल 15 लाख रुपये की ठगी की है. bbox=[184, 996, 326, 1171]
election-text-col bbox=[965, 1460, 1258, 1858]
section-bar-mid bbox=[89, 1870, 93, 1895]
ad-scheme-box bbox=[952, 99, 1252, 155]
table-caption: विभागवार कार्रवाई का सारांश bbox=[433, 312, 708, 341]
ad-offer-black: सुवर्ण संधी bbox=[1136, 81, 1179, 94]
facebook-icon[interactable]: f bbox=[9, 134, 22, 146]
masthead-left bbox=[9, 12, 150, 209]
